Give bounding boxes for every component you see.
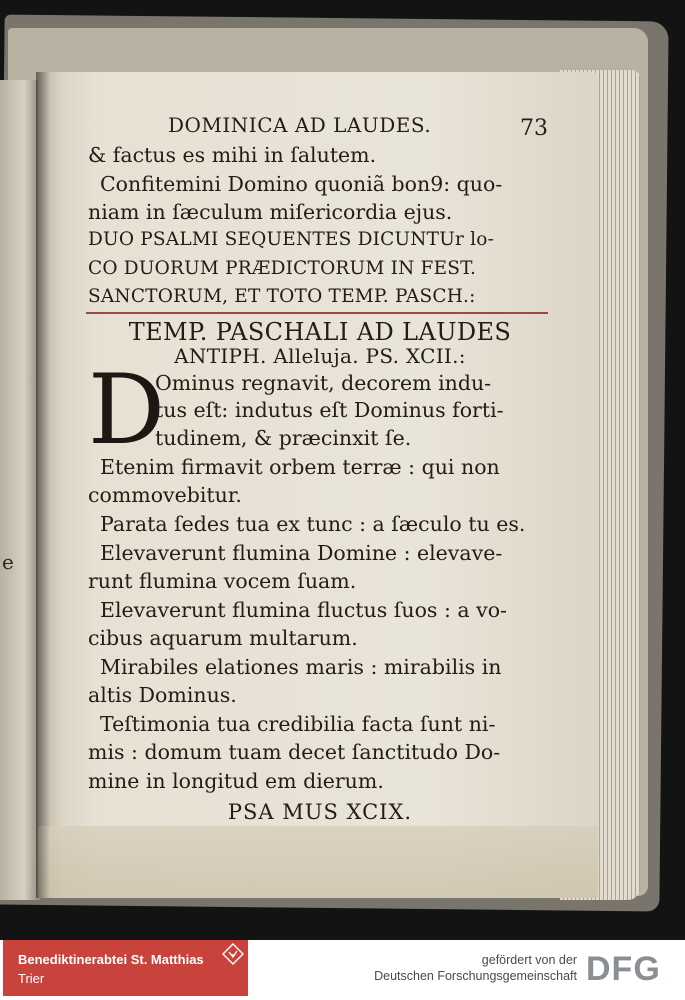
institution-banner[interactable]	[3, 940, 248, 996]
page-bottom-stain	[38, 826, 598, 898]
text-line: Teſtimonia tua credibilia facta ſunt ni-	[100, 712, 496, 736]
dfg-logo[interactable]: DFG	[586, 950, 661, 988]
text-line: Etenim firmavit orbem terræ : qui non	[100, 455, 500, 479]
section-title: TEMP. PASCHALI AD LAUDES	[128, 318, 512, 346]
footer-bar	[0, 940, 685, 1000]
drop-cap: D	[88, 354, 165, 466]
rubric-line: CO DUORUM PRÆDICTORUM IN FEST.	[88, 258, 477, 279]
text-line: & factus es mihi in ſalutem.	[88, 143, 377, 167]
left-page-edge	[0, 80, 40, 900]
text-line: tus eſt: indutus eſt Dominus forti-	[155, 398, 504, 422]
text-line: mine in longitud em dierum.	[88, 769, 384, 793]
text-line: altis Dominus.	[88, 683, 237, 707]
rubric-line: SANCTORUM, ET TOTO TEMP. PASCH.:	[88, 286, 476, 307]
text-line: cibus aquarum multarum.	[88, 626, 358, 650]
text-line: Parata ſedes tua ex tunc : a ſæculo tu es.	[100, 512, 526, 536]
rubric-line: DUO PSALMI SEQUENTES DICUNTUr lo-	[88, 229, 495, 250]
text-line: Confitemini Domino quoniã bon9: quo-	[100, 172, 503, 196]
text-line: Mirabiles elationes maris : mirabilis in	[100, 655, 502, 679]
funding-line: gefördert von der	[481, 953, 577, 967]
institution-city: Trier	[18, 971, 45, 986]
antiphon-heading: ANTIPH. Alleluja. PS. XCII.:	[174, 344, 466, 368]
text-line: mis : domum tuam decet ſanctitudo Do-	[88, 740, 501, 764]
institution-emblem-icon	[222, 943, 244, 965]
red-rule-divider	[86, 312, 548, 314]
gutter-shadow	[36, 72, 50, 898]
running-header: DOMINICA AD LAUDES.	[168, 113, 432, 137]
page-number: 73	[520, 116, 548, 141]
funding-line: Deutschen Forschungsgemeinschaft	[374, 969, 577, 983]
left-page-fragment: e	[2, 550, 14, 574]
funding-notice	[374, 952, 577, 984]
text-line: tudinem, & præcinxit ſe.	[155, 426, 412, 450]
text-line: runt flumina vocem ſuam.	[88, 569, 357, 593]
institution-name: Benediktinerabtei St. Matthias	[18, 952, 204, 967]
text-line: niam in ſæculum miſericordia ejus.	[88, 200, 453, 224]
text-line: Elevaverunt flumina Domine : elevave-	[100, 541, 503, 565]
psalm-heading: PSA MUS XCIX.	[227, 800, 413, 824]
text-line: Elevaverunt flumina fluctus ſuos : a vo-	[100, 598, 507, 622]
text-line: commovebitur.	[88, 483, 242, 507]
text-line: Ominus regnavit, decorem indu-	[155, 371, 492, 395]
